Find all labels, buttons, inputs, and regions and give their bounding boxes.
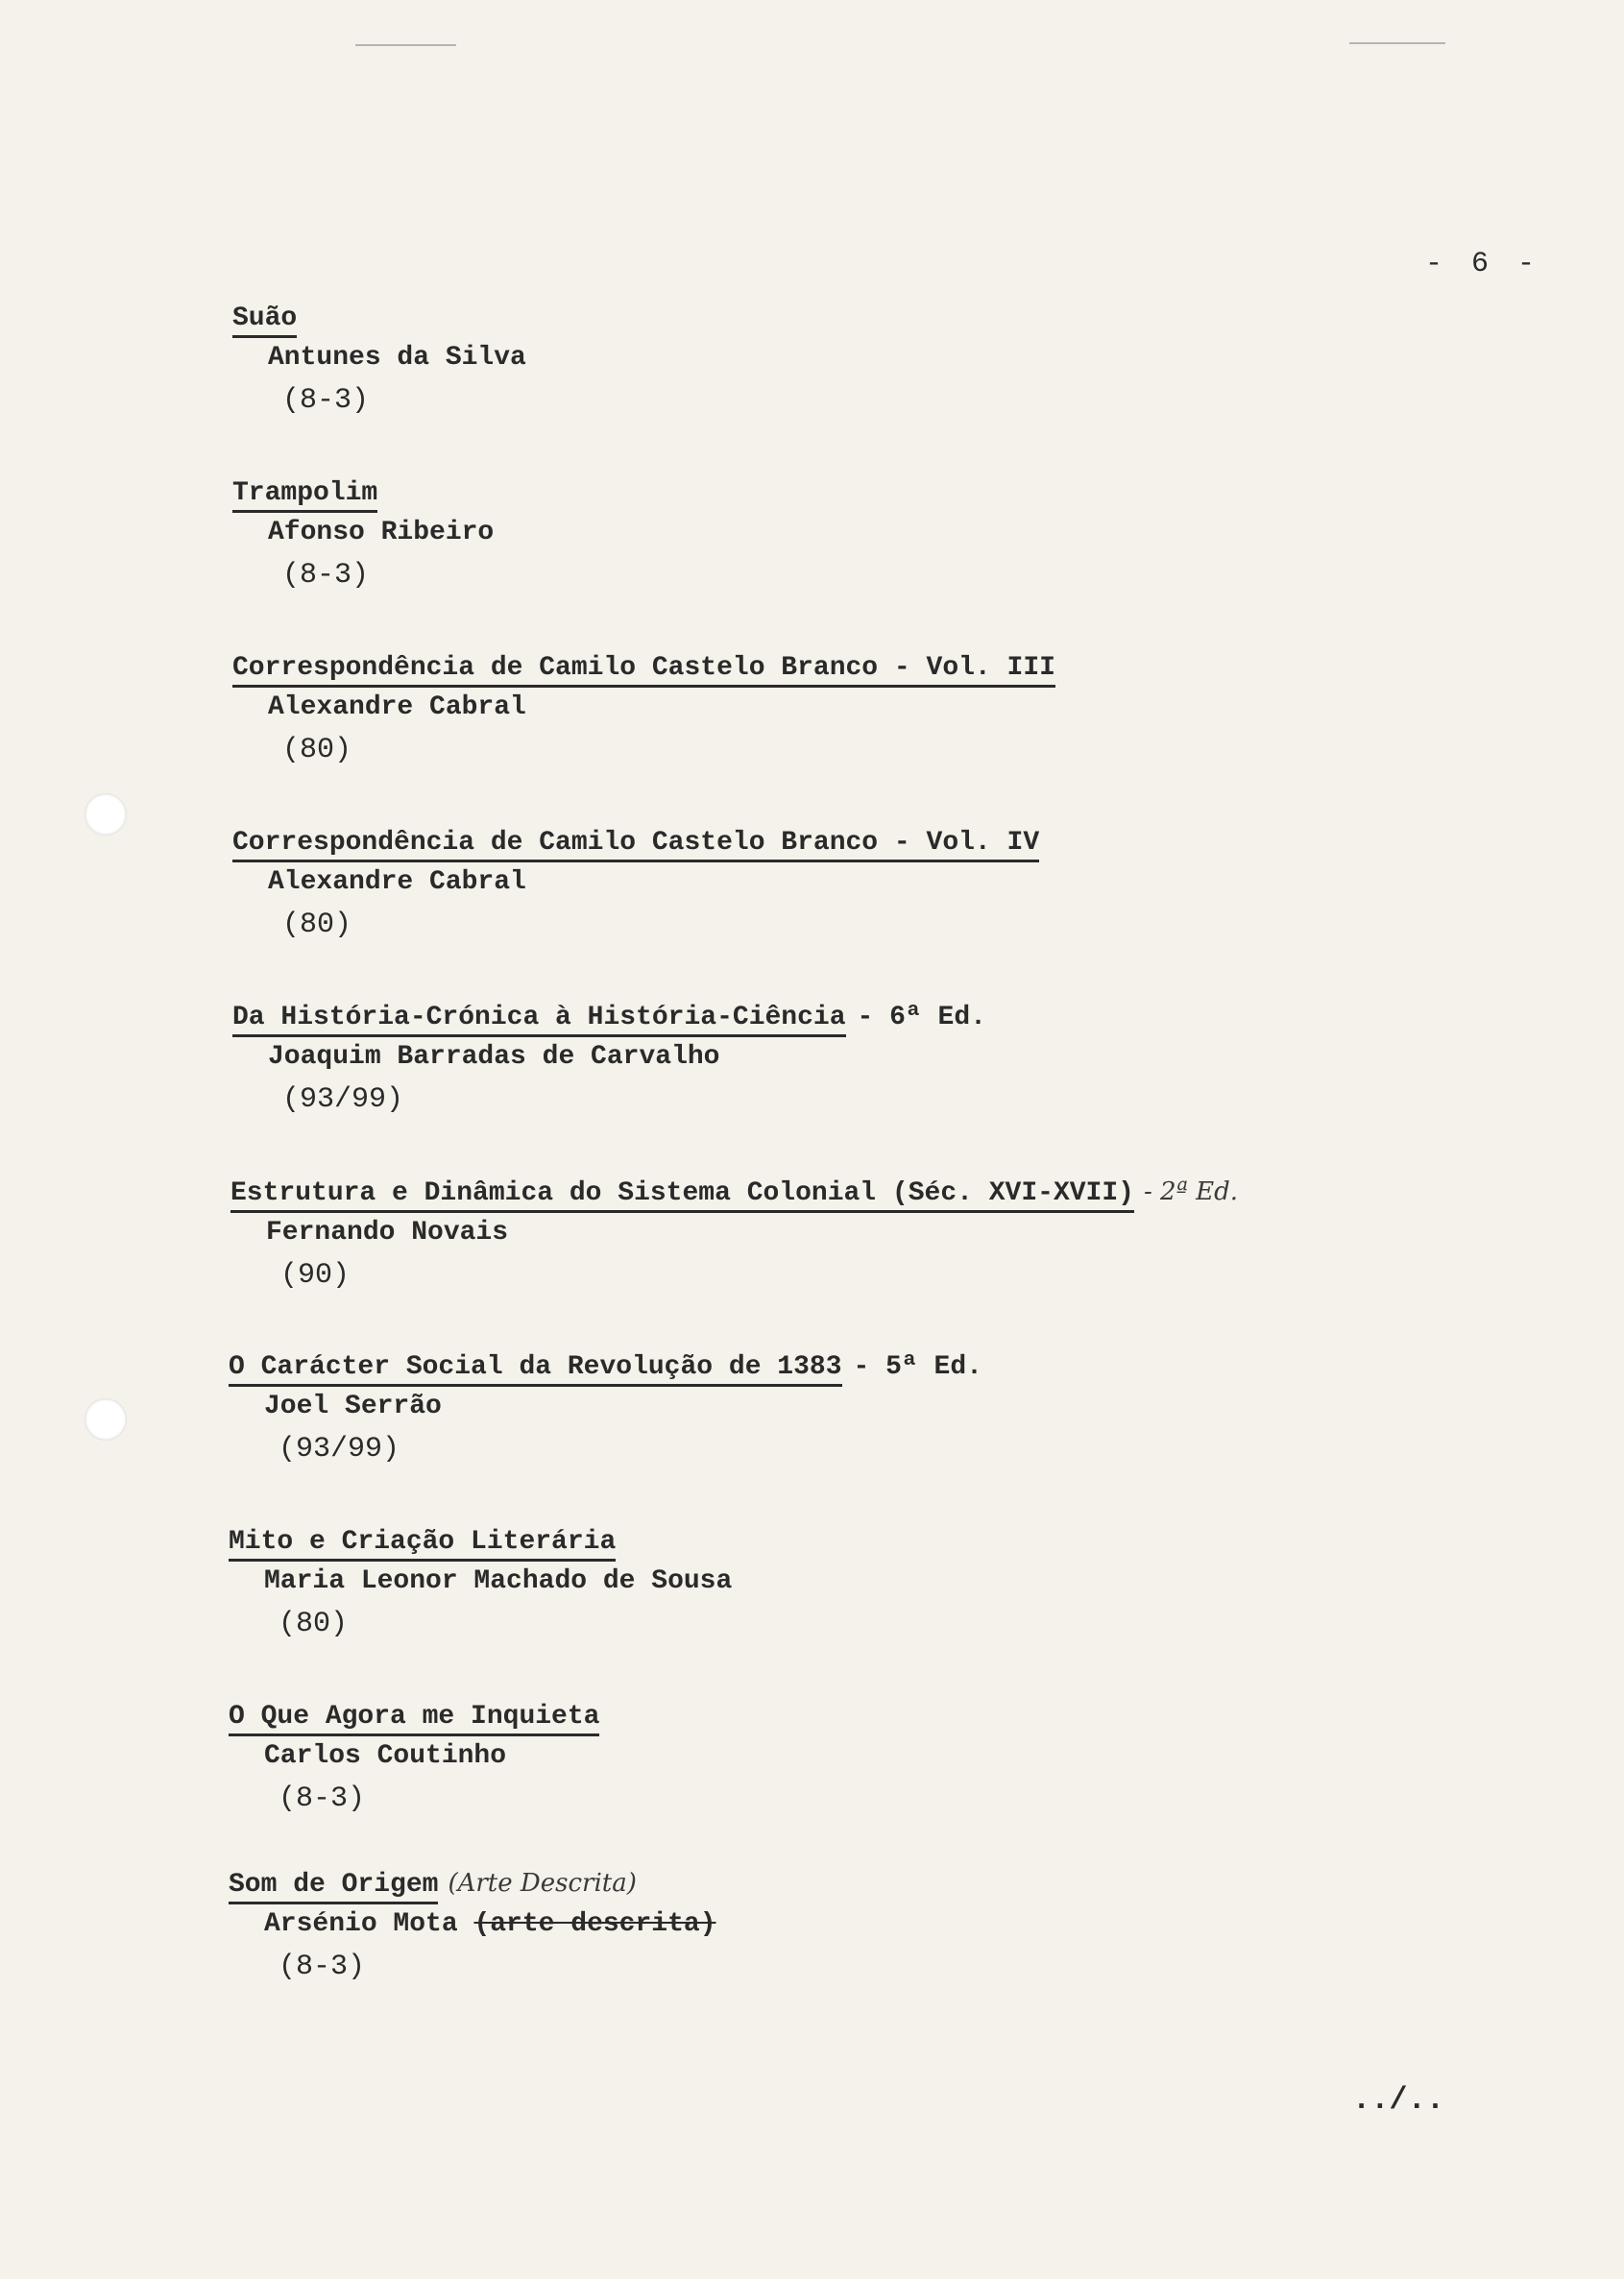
author-name: Arsénio Mota: [264, 1909, 458, 1939]
book-author: Joaquim Barradas de Carvalho: [268, 1042, 720, 1072]
book-title: Mito e Criação Literária: [229, 1527, 616, 1562]
book-author: Maria Leonor Machado de Sousa: [264, 1566, 733, 1596]
book-title: O Que Agora me Inquieta: [229, 1702, 599, 1736]
book-code: (93/99): [282, 1083, 404, 1116]
book-title: Correspondência de Camilo Castelo Branco - Vol. III: [232, 653, 1055, 688]
book-code: (80): [279, 1608, 349, 1640]
book-code: (8-3): [279, 1951, 366, 1983]
list-item: [229, 1527, 732, 1640]
book-author: Afonso Ribeiro: [268, 518, 495, 547]
book-author: Fernando Novais: [266, 1218, 509, 1248]
handwritten-note: (Arte Descrita): [448, 1869, 637, 1898]
scan-mark: [355, 44, 456, 46]
book-author: Joel Serrão: [264, 1392, 442, 1421]
list-item: [232, 303, 526, 417]
book-code: (93/99): [279, 1433, 400, 1466]
book-author: Carlos Coutinho: [264, 1741, 507, 1771]
page-number: - 6 -: [1425, 248, 1541, 280]
book-author: Alexandre Cabral: [268, 867, 526, 897]
list-item: [232, 653, 1055, 766]
list-item: [230, 1177, 1238, 1292]
book-author: [264, 1909, 716, 1939]
book-title: Correspondência de Camilo Castelo Branco - Vol. IV: [232, 828, 1039, 862]
book-title: Da História-Crónica à História-Ciência: [232, 1003, 846, 1037]
book-title: Trampolim: [232, 478, 377, 513]
list-item: [232, 828, 1039, 941]
list-item: [232, 478, 494, 592]
book-author: Alexandre Cabral: [268, 692, 526, 722]
handwritten-edition-note: - 2ª Ed.: [1143, 1177, 1239, 1206]
punch-hole-bottom: [85, 1398, 127, 1441]
punch-hole-top: [85, 793, 127, 836]
book-title: Som de Origem: [229, 1870, 438, 1904]
book-title: Estrutura e Dinâmica do Sistema Colonial (Séc. XVI-XVII): [230, 1178, 1134, 1213]
list-item: [229, 1702, 599, 1815]
book-title: O Carácter Social da Revolução de 1383: [229, 1352, 842, 1387]
book-code: (8-3): [282, 384, 370, 417]
edition-note: - 6ª Ed.: [857, 1003, 986, 1032]
book-author: Antunes da Silva: [268, 343, 526, 373]
list-item: [229, 1352, 982, 1466]
book-code: (80): [282, 909, 352, 941]
book-code: (80): [282, 734, 352, 766]
scan-mark: [1349, 42, 1445, 44]
book-code: (8-3): [282, 559, 370, 592]
list-item: [232, 1003, 986, 1116]
list-item: [229, 1869, 716, 1983]
book-code: (90): [280, 1259, 351, 1292]
edition-note: - 5ª Ed.: [853, 1352, 982, 1382]
struck-out-note: (arte descrita): [473, 1909, 716, 1939]
book-title: Suão: [232, 303, 297, 338]
continuation-mark: ../..: [1352, 2082, 1445, 2118]
book-code: (8-3): [279, 1782, 366, 1815]
